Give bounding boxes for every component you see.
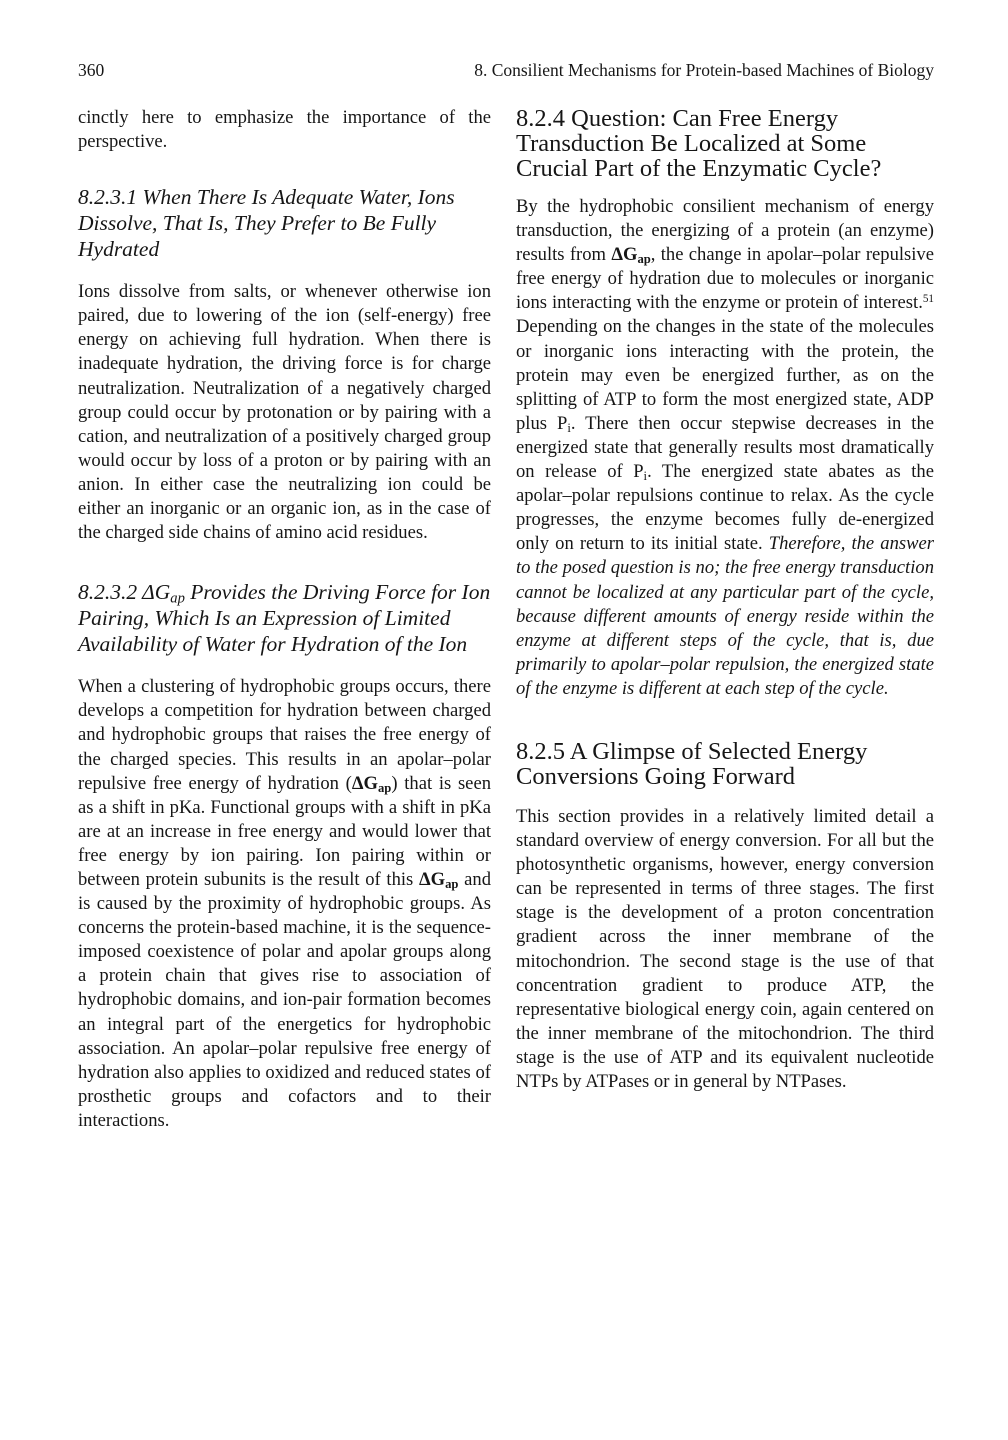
delta-g-symbol: ΔG <box>418 868 446 890</box>
delta-g-symbol: ΔG <box>351 772 378 794</box>
heading-number: 8.2.3.2 <box>78 580 138 605</box>
left-column <box>78 106 491 1133</box>
italic-answer: Therefore, the answer to the posed question is no; the free energy transduction cannot be localized at any particular part of the cycle, because different amounts of energy reside within the enzyme at different steps of the cycle, that is, due primarily to apolar–polar repulsion, the energized state of the enzyme is different at each step of the cycle. <box>516 533 934 699</box>
subsection-heading-8-2-3-1: 8.2.3.1 When There Is Adequate Water, Ions Dissolve, That Is, They Prefer to Be Fully Hydrated <box>78 185 455 262</box>
section-heading-8-2-4: 8.2.4 Question: Can Free Energy Transduction Be Localized at Some Crucial Part of the Enzymatic Cycle? <box>516 105 882 182</box>
text-run: When a clustering of hydrophobic groups occurs, there develops a competition for hydration between charged and hydrophobic groups that raises the free energy of the charged species. This results in an apolar–polar repulsive free energy of hydration ( <box>78 676 491 794</box>
delta-g-symbol: ΔG <box>611 244 638 266</box>
running-title: 8. Consilient Mechanisms for Protein-based Machines of Biology <box>474 60 934 80</box>
heading-text: Provides the Driving Force for Ion Pairing, Which Is an Expression of Limited Availability of Water for Hydration of the Ion <box>78 580 491 657</box>
right-column <box>516 106 934 1094</box>
delta-g-symbol: ΔG <box>142 580 171 605</box>
pi-subscript: i <box>567 421 571 435</box>
delta-g-subscript: ap <box>445 877 459 892</box>
text-run: and is caused by the proximity of hydrophobic groups. As concerns the protein-based machine, it is the sequence-imposed coexistence of polar and apolar groups along a protein chain that gives rise to association of hydrophobic domains, and ion-pair formation becomes an integral part of the energetics for hydrophobic association. An apolar–polar repulsive free energy of hydration also applies to oxidized and reduced states of prosthetic groups and cofactors and to their interactions. <box>78 868 491 1131</box>
text-run: . There then occur stepwise decreases in the energized state that generally results most dramatically on release of P <box>516 412 934 483</box>
paragraph-continued: cinctly here to emphasize the importance of the perspective. <box>78 107 491 153</box>
paragraph-hydrophobic-clustering <box>78 675 491 1133</box>
text-run: By the hydrophobic consilient mechanism of energy transduction, the energizing of a protein (an enzyme) results from <box>516 196 934 266</box>
paragraph-energy-conversion: This section provides in a relatively limited detail a standard overview of energy conversion. For all but the photosynthetic organisms, however, energy conversion can be represented in terms of three stages. The first stage is the development of a proton concentration gradient across the inner membrane of the mitochondrion. The second stage is the use of that concentration gradient to produce ATP, the representative biological energy coin, again centered on the inner membrane of the mitochondrion. The third stage is the use of ATP and its equivalent nucleotide NTPs by ATPases or in general by NTPases. <box>516 805 934 1092</box>
delta-g-subscript: ap <box>377 780 392 795</box>
paragraph-energy-transduction <box>516 195 934 701</box>
paragraph-ions-dissolve: Ions dissolve from salts, or whenever otherwise ion paired, due to lowering of the ion (self-energy) free energy on achieving full hydration. When there is inadequate hydration, the driving force is for charge neutralization. Neutralization of a negatively charged group could occur by protonation or by pairing with a cation, and neutralization of a positively charged group would occur by loss of a proton or by pairing with an anion. In either case the neutralizing ion could be either an inorganic or an organic ion, as in the case of the charged side chains of amino acid residues. <box>78 281 491 544</box>
text-run: Depending on the changes in the state of the molecules or inorganic ions interacting with the protein, the protein may even be energized further, as on the splitting of ATP to form the most energized state, ADP plus P <box>516 316 934 434</box>
delta-g-subscript: ap <box>637 252 651 267</box>
text-run: ) that is seen as a shift in pKa. Functional groups with a shift in pKa are at an increase in free energy and would lower that free energy by ion pairing. Ion pairing within or between protein subunits is the result of this <box>78 772 491 890</box>
delta-g-subscript: ap <box>170 590 185 607</box>
section-heading-8-2-5: 8.2.5 A Glimpse of Selected Energy Conversions Going Forward <box>516 737 868 790</box>
subsection-heading-8-2-3-2 <box>78 579 491 657</box>
text-run: , the change in apolar–polar repulsive free energy of hydration due to molecules or inorganic ions interacting with the enzyme or protein of interest. <box>516 244 934 314</box>
reference-superscript: 51 <box>922 293 934 306</box>
page-number: 360 <box>78 60 105 80</box>
text-run: . The energized state abates as the apolar–polar repulsions continue to relax. As the cycle progresses, the enzyme becomes fully de-energized only on return to its initial state. <box>516 461 934 555</box>
pi-subscript: i <box>643 469 648 484</box>
